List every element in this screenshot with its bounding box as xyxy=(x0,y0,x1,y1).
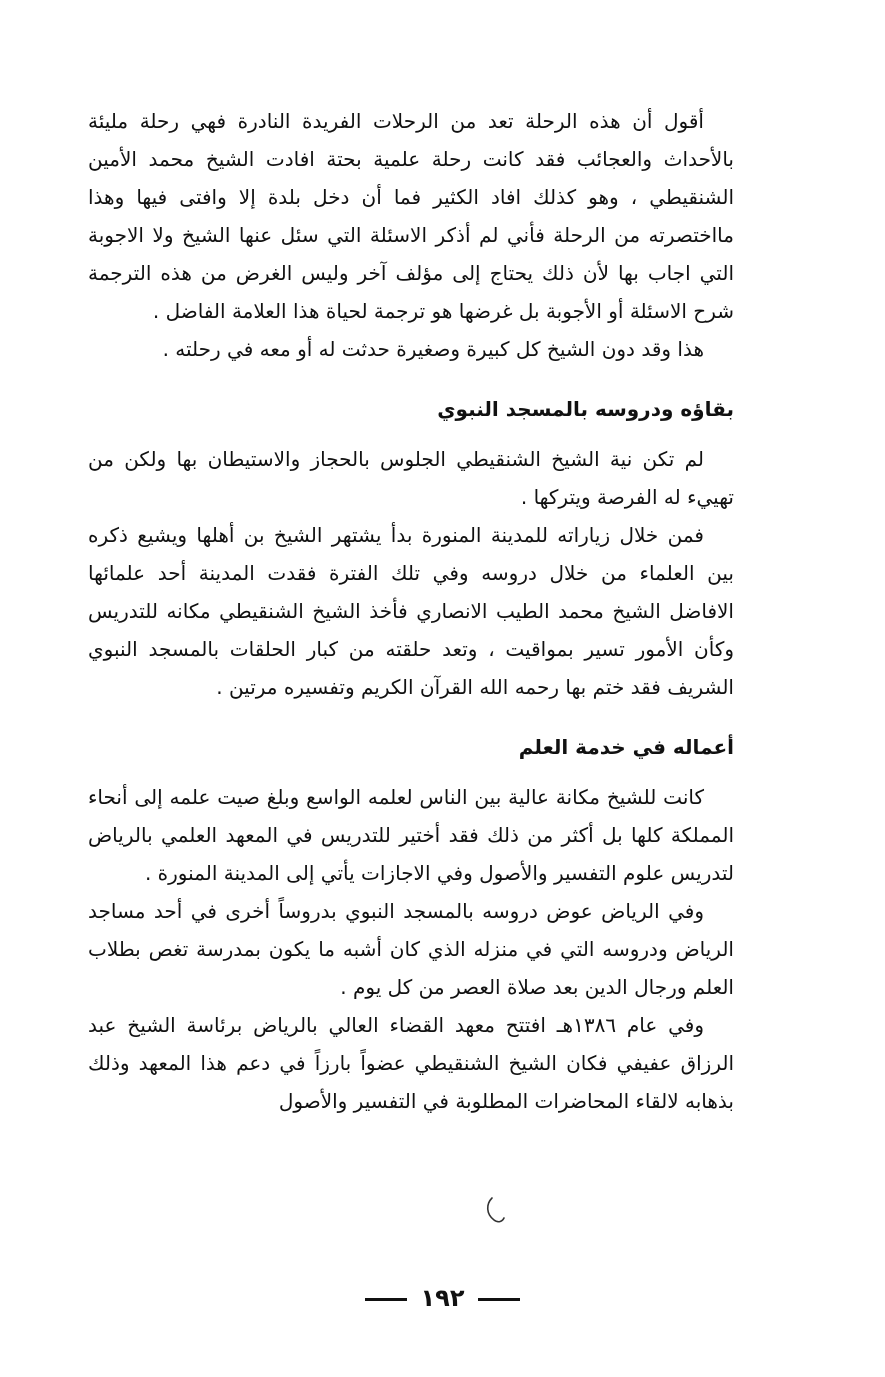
intro-paragraph-1: أقول أن هذه الرحلة تعد من الرحلات الفريدة النادرة فهي رحلة مليئة بالأحداث والعجائب فقد كانت رحلة علمية بحتة افادت الشيخ محمد الأمين الشنقيطي ، وهو كذلك افاد الكثير فما أن دخل بلدة إلا وافتى فيها وهذا مااختصرته من الرحلة فأني لم أذكر الاسئلة التي سئل عنها الشيخ ولا الاجوبة التي اجاب بها لأن ذلك يحتاج إلى مؤلف آخر وليس الغرض من هذه الترجمة شرح الاسئلة أو الأجوبة بل غرضها هو ترجمة لحياة هذا العلامة الفاضل . xyxy=(88,109,734,323)
section-2-paragraph-2: وفي الرياض عوض دروسه بالمسجد النبوي بدروساً أخرى في أحد مساجد الرياض ودروسه التي في منزله الذي كان أشبه ما يكون بمدرسة تغص بطلاب العلم ورجال الدين بعد صلاة العصر من كل يوم . xyxy=(88,899,734,999)
section-heading-stay-and-lessons: بقاؤه ودروسه بالمسجد النبوي xyxy=(437,397,734,421)
spacer xyxy=(88,706,734,728)
section-2-paragraph-1: كانت للشيخ مكانة عالية بين الناس لعلمه الواسع وبلغ صيت علمه إلى أنحاء المملكة كلها بل أكثر من ذلك فقد أختير للتدريس في المعهد العلمي بالرياض لتدريس علوم التفسير والأصول وفي الاجازات يأتي إلى المدينة المنورة . xyxy=(88,785,734,885)
page-number-footer xyxy=(0,1284,885,1312)
page-body xyxy=(88,102,734,1120)
ink-mark-icon xyxy=(484,1196,506,1226)
page-number: ١٩٢ xyxy=(420,1284,465,1312)
spacer xyxy=(88,766,734,778)
spacer xyxy=(88,368,734,390)
folio-dash-left xyxy=(365,1298,407,1301)
spacer xyxy=(88,428,734,440)
section-1-paragraph-1: لم تكن نية الشيخ الشنقيطي الجلوس بالحجاز والاستيطان بها ولكن من تهييء له الفرصة ويتركها . xyxy=(88,447,734,509)
section-2-paragraph-3: وفي عام ١٣٨٦هـ افتتح معهد القضاء العالي بالرياض برئاسة الشيخ عبد الرزاق عفيفي فكان الشيخ الشنقيطي عضواً بارزاً في دعم هذا المعهد وذلك بذهابه لالقاء المحاضرات المطلوبة في التفسير والأصول xyxy=(88,1013,734,1113)
folio-dash-right xyxy=(478,1298,520,1301)
section-heading-works: أعماله في خدمة العلم xyxy=(518,735,734,759)
section-1-paragraph-2: فمن خلال زياراته للمدينة المنورة بدأ يشتهر الشيخ بن أهلها ويشيع ذكره بين العلماء من خلال دروسه وفي تلك الفترة فقدت المدينة أحد علمائها الافاضل الشيخ محمد الطيب الانصاري فأخذ الشيخ الشنقيطي مكانه للتدريس وكأن الأمور تسير بمواقيت ، وتعد حلقته من كبار الحلقات بالمسجد النبوي الشريف فقد ختم بها رحمه الله القرآن الكريم وتفسيره مرتين . xyxy=(88,523,734,699)
intro-paragraph-2: هذا وقد دون الشيخ كل كبيرة وصغيرة حدثت له أو معه في رحلته . xyxy=(162,337,704,361)
